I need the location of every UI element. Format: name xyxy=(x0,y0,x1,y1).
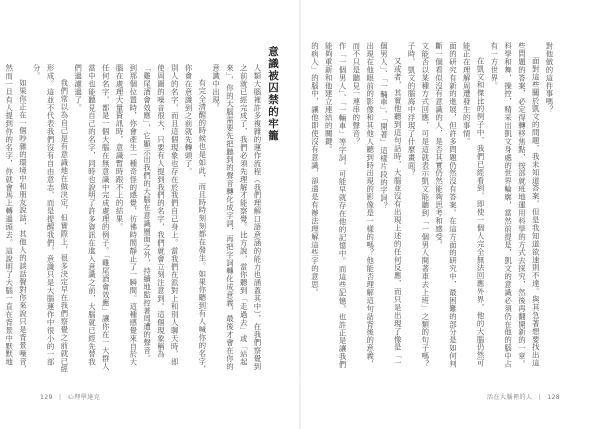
right-paragraph-7: 子時，凱文的腦海中浮現了什麼畫面？ xyxy=(407,42,417,178)
left-running-title: 心理學達克 xyxy=(67,394,101,401)
right-paragraph-10: 作「一個男人」、「一輛車」等字詞，可能早就存在他的記憶中。而這些記憶，也許正是讓我們能夠重新和他建立連結的關鍵。 xyxy=(324,42,348,369)
footer-separator: | xyxy=(538,394,541,401)
footer-separator: | xyxy=(59,394,62,401)
left-paragraph-1: 人類大腦裡許多複雜的運作流程（我們理解口語意涵的能力也涵蓋其中），在我們察覺到之前就已經完成了，我們必須先理解才能察覺。比方說，當你聽到「走過去」或「站起來」，你的大腦需要先把聽到的聲音轉化成字詞，再把字詞轉化成意義，最後才會在你的意識中出現。 xyxy=(211,64,262,371)
right-paragraph-3: 科學和舞，操控，精采出凱文身處的世界輪廓，當然前提是，凱文的意識必須仍在他的腦中占有一方世界。 xyxy=(489,42,513,368)
right-page-footer xyxy=(487,392,560,401)
right-page-body xyxy=(310,42,556,374)
right-paragraph-5: 面的研究有新的進展，但許多問題仍然沒有答案。在這方面的研究中，最困難的部分是如何判斷一個看似沒有意識的人，是否其實仍然能夠思考和感受。 xyxy=(434,42,458,368)
right-page-number: 128 xyxy=(547,394,560,401)
right-paragraph-2: 面對這些關於凱文的問題，我未知道答案，但是我知道欲速則不達。與其急著想要找出這些問題的答案，必定得轉移焦點，按部就班地運用科學的方式去探究，然後再翻開新的一章。 xyxy=(517,42,541,368)
left-paragraph-6: 我們常以為自己是有意識地在做決定，但實際上，很多決定早在我們察覺之前就已經形成。這並不代表我們沒有自由意志，而是提醒我們，意識只是大腦運作中很小的一部分。 xyxy=(32,64,69,373)
right-paragraph-9: 出現在他眼前的影像和其他人聽到時出現的影像是一樣的嗎？他能否理解這句話背後的意義，而不只是聽見一連串的聲音？ xyxy=(351,42,375,368)
right-paragraph-6: 文能否以某種方式回應，可是這就表示凱文能聽到「一個男人開著車去上班」之類的句子嗎？ xyxy=(420,42,430,368)
right-page xyxy=(301,0,600,429)
left-page xyxy=(0,0,299,429)
left-page-footer xyxy=(40,392,100,401)
section-heading: 意識被囚禁的牢籠 xyxy=(267,46,279,142)
right-paragraph-11: 的病人」的腦中，讓他即使沒有意識，卻還是有辦法理解這些字的意思。 xyxy=(310,42,320,297)
right-paragraph-1: 對他做的這件事嗎？ xyxy=(545,42,554,114)
left-paragraph-3: 別人的名字，而且這個現象也存在於我們自己身上。當我們在派對上和別人聊天時，即使周圍的噪音很大，只要有人提到我們的名字，我們就會立刻注意到。這個現象稱為「雞尾酒會效應」，它顯示出我們的大腦在意識層面之外，持續地監控著周遭的聲音。 xyxy=(142,64,180,367)
left-paragraph-5: 任何名字，都是一個大腦在無意識中完成處理的例子。「雞尾酒會效應」讓你在一大群人當中也能聽見自己的名字，同時也說明了許多資訊在進入意識之前，大腦就已經先替我們過濾過了。 xyxy=(73,64,111,371)
left-paragraph-2: 有完全清醒的時候也是如此，而且時時刻刻都在發生。如果你聽到有人喊你的名字，你會在意識到之前就先轉頭了。 xyxy=(184,64,207,373)
right-running-title: 活在大腦裡的人 xyxy=(486,394,533,401)
left-page-body xyxy=(4,64,264,374)
left-page-number: 129 xyxy=(40,394,53,401)
right-paragraph-4: 在凱文和傑比的例子中，我們已經看到，即使一個人完全無法回應外界，他的大腦仍然可能正在理解周遭發生的事情。 xyxy=(462,42,486,367)
left-paragraph-4: 到那個位置時，你會產生一種奇怪的感覺，彷彿時間靜止了一瞬間。這種感覺來自於大腦在處理大量資訊時，意識暫時跟不上的結果。 xyxy=(115,64,138,367)
right-paragraph-8: 又或者，其實他聽到這句話時，大腦並沒有出現上述的任何反應，而只是出現了像是「一個男人」、「一輛車」、「開著」這樣片段的字詞？ xyxy=(379,42,403,367)
left-paragraph-7: 如果你正在一個吵雜的環境中和朋友說話，其他人的談話聲對你來說只是背景噪音，然而一旦有人提到你的名字，你就會馬上轉過頭去。這說明了大腦一直在背景中默默地 xyxy=(4,64,28,373)
